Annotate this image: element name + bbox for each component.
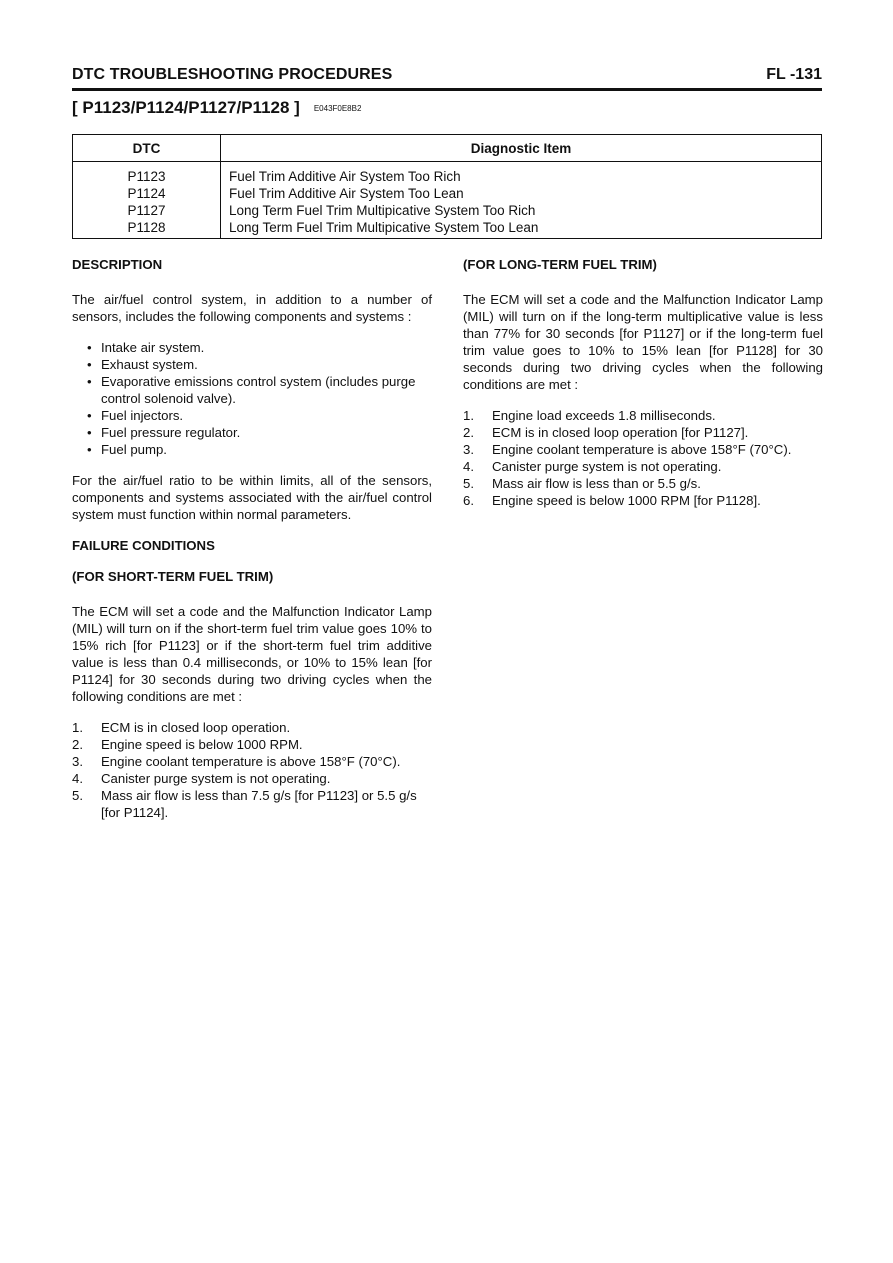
dtc-code: P1123 [73,162,221,186]
list-item-text: Fuel pressure regulator. [101,425,241,440]
long-term-heading: (FOR LONG-TERM FUEL TRIM) [463,257,657,272]
list-item-text: Engine coolant temperature is above 158°F (70°C). [101,754,401,769]
list-item-text: Mass air flow is less than or 5.5 g/s. [492,476,701,491]
list-item: 3. Engine coolant temperature is above 158°F (70°C). [463,442,792,457]
list-item: 1. Engine load exceeds 1.8 milliseconds. [463,408,716,423]
list-item [72,373,432,407]
list-item: 2. Engine speed is below 1000 RPM. [72,737,303,752]
list-item-text: Engine coolant temperature is above 158°F (70°C). [492,442,792,457]
dtc-code: P1127 [73,202,221,219]
long-term-text: The ECM will set a code and the Malfunction Indicator Lamp (MIL) will turn on if the long-term multiplicative value is less than 77% for 30 seconds [for P1127] or if the long-term fuel trim value goes to 10% to 15% lean [for P1128] for 30 seconds during two driving cycles when the following conditions are met : [463,292,823,392]
list-item-text: ECM is in closed loop operation [for P1127]. [492,425,749,440]
diagnostic-item: Long Term Fuel Trim Multipicative System Too Lean [221,219,822,239]
header-title: DTC TROUBLESHOOTING PROCEDURES [72,66,393,83]
short-term-conditions-list [72,719,432,821]
section-title-text: [ P1123/P1124/P1127/P1128 ] [72,98,300,117]
table-header-row [73,135,822,162]
limits-text: For the air/fuel ratio to be within limits, all of the sensors, components and systems associated with the air/fuel control system must function within normal parameters. [72,473,432,522]
bullet-icon: • [87,357,92,372]
description-heading: DESCRIPTION [72,257,163,272]
short-term-heading: (FOR SHORT-TERM FUEL TRIM) [72,569,274,584]
dtc-table [72,134,822,239]
list-item-text: Fuel injectors. [101,408,184,423]
dtc-code: P1128 [73,219,221,239]
list-item-text: Canister purge system is not operating. [492,459,722,474]
bullet-icon: • [87,408,92,423]
list-item-text: Engine speed is below 1000 RPM [for P1128]. [492,493,761,508]
list-item: 2. ECM is in closed loop operation [for P1127]. [463,425,749,440]
table-row [73,162,822,186]
list-item-text: Engine load exceeds 1.8 milliseconds. [492,408,716,423]
components-list [72,339,432,458]
table-row [73,185,822,202]
list-item-text: Exhaust system. [101,357,198,372]
diagnostic-item: Long Term Fuel Trim Multipicative System Too Rich [221,202,822,219]
right-column [463,256,823,509]
page-number: FL -131 [766,66,822,83]
list-item [72,339,432,356]
column-header-diagnostic-item: Diagnostic Item [221,135,822,162]
list-item-text: Evaporative emissions control system (includes purge control solenoid valve). [101,374,416,406]
list-item: 4. Canister purge system is not operating. [463,459,722,474]
diagnostic-item: Fuel Trim Additive Air System Too Lean [221,185,822,202]
list-item-text: Canister purge system is not operating. [101,771,331,786]
short-term-text: The ECM will set a code and the Malfunction Indicator Lamp (MIL) will turn on if the short-term fuel trim value goes 10% to 15% rich [for P1123] or if the short-term fuel trim additive value is less than 0.4 milliseconds, or 10% to 15% lean [for P1124] for 30 seconds during two driving cycles when the following conditions are met : [72,604,432,704]
list-item: 5. Mass air flow is less than 7.5 g/s [for P1123] or 5.5 g/s [for P1124]. [72,788,417,820]
section-code: E043F0E8B2 [313,104,362,113]
bullet-icon: • [87,374,92,389]
dtc-code: P1124 [73,185,221,202]
list-item [72,356,432,373]
diagnostic-item: Fuel Trim Additive Air System Too Rich [221,162,822,186]
bullet-icon: • [87,425,92,440]
description-text: The air/fuel control system, in addition to a number of sensors, includes the following components and systems : [72,292,432,324]
list-item [72,424,432,441]
page-header [72,66,822,91]
list-item: 4. Canister purge system is not operating. [72,771,331,786]
long-term-conditions-list [463,407,823,509]
table-row [73,202,822,219]
list-item-text: Fuel pump. [101,442,167,457]
bullet-icon: • [87,340,92,355]
list-item [72,441,432,458]
table-row [73,219,822,239]
bullet-icon: • [87,442,92,457]
section-title [72,98,361,118]
failure-conditions-heading: FAILURE CONDITIONS [72,538,215,553]
list-item [72,407,432,424]
list-item-text: ECM is in closed loop operation. [101,720,291,735]
list-item-text: Engine speed is below 1000 RPM. [101,737,303,752]
column-header-dtc: DTC [73,135,221,162]
left-column [72,256,432,821]
list-item-text: Intake air system. [101,340,205,355]
list-item: 5. Mass air flow is less than or 5.5 g/s. [463,476,701,491]
list-item-text: Mass air flow is less than 7.5 g/s [for P1123] or 5.5 g/s [for P1124]. [101,788,417,820]
list-item: 1. ECM is in closed loop operation. [72,720,291,735]
list-item: 6. Engine speed is below 1000 RPM [for P1128]. [463,493,761,508]
list-item: 3. Engine coolant temperature is above 158°F (70°C). [72,754,401,769]
